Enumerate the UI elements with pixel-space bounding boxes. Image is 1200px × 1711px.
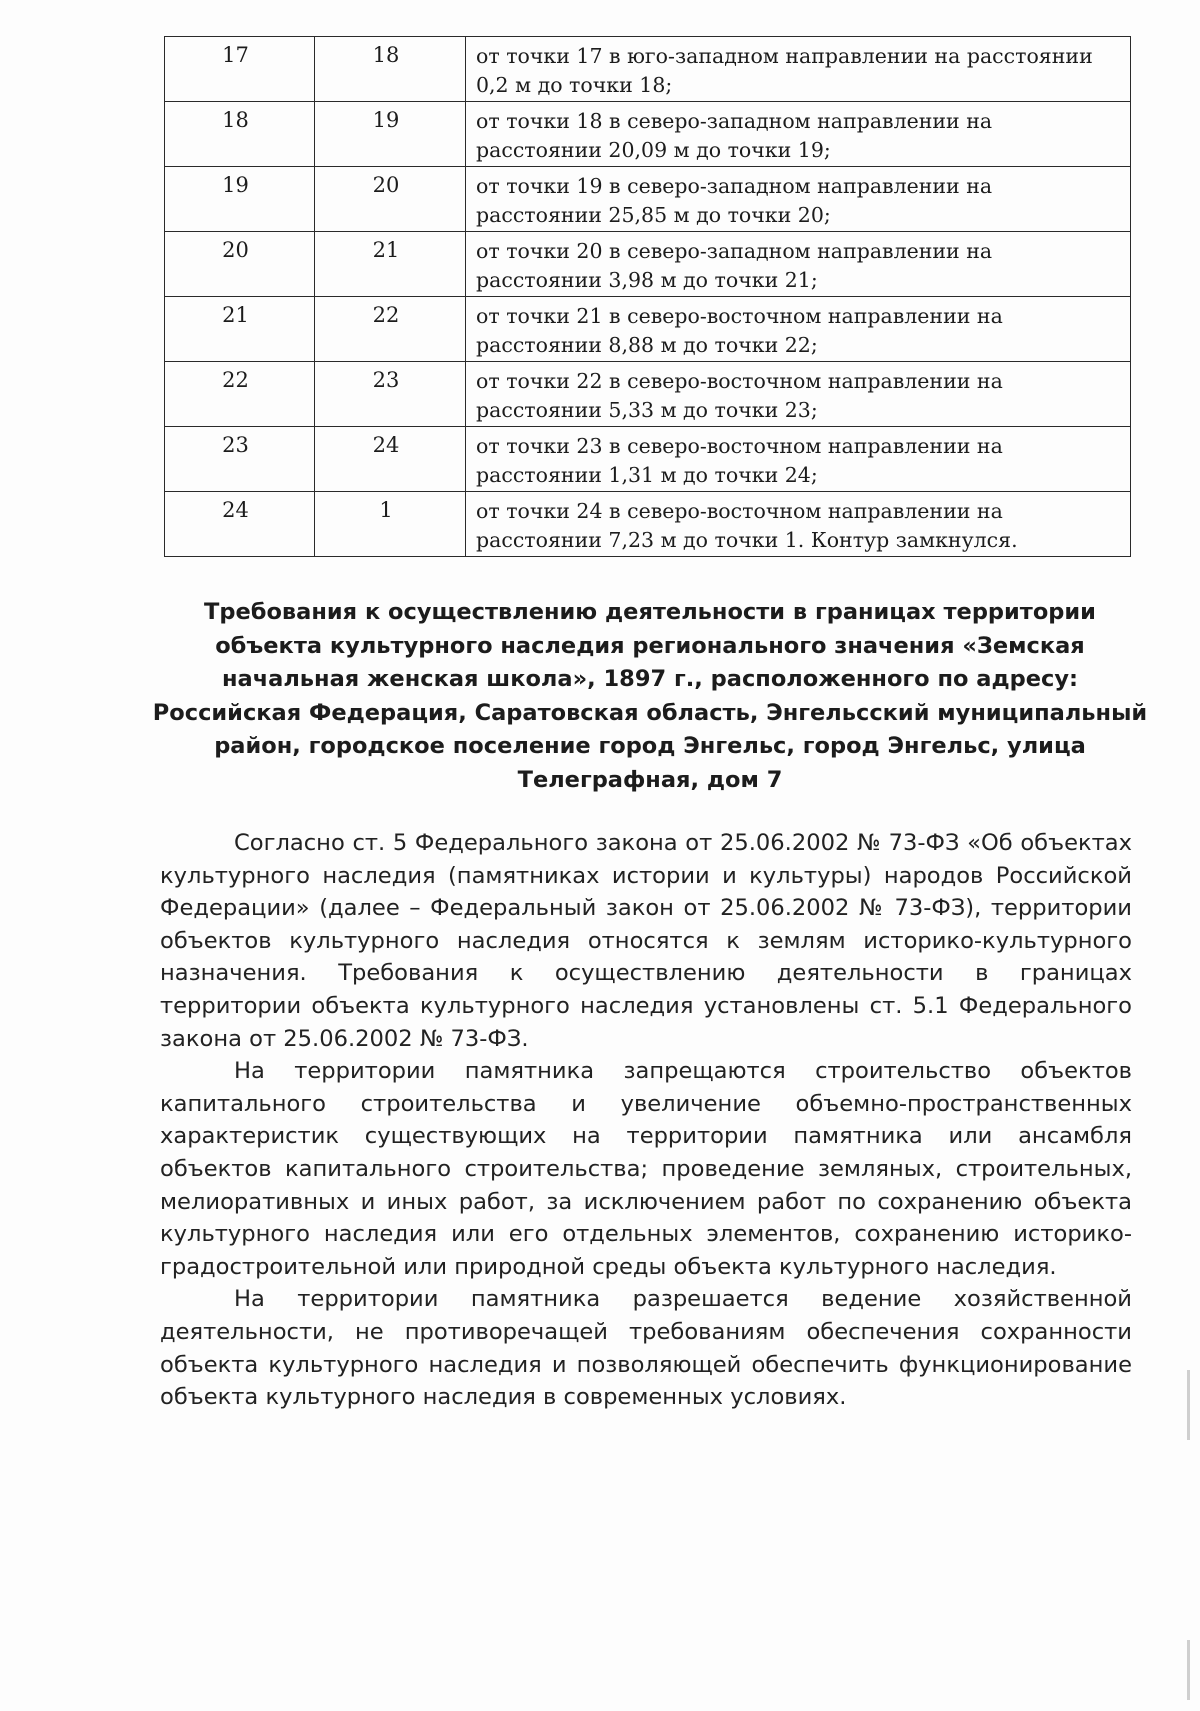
segment-description-cell: от точки 22 в северо-восточном направлении на расстоянии 5,33 м до точки 23; bbox=[466, 362, 1131, 427]
point-to-cell: 18 bbox=[315, 37, 466, 102]
boundary-points-table bbox=[164, 36, 1131, 557]
segment-description-cell: от точки 23 в северо-восточном направлении на расстоянии 1,31 м до точки 24; bbox=[466, 427, 1131, 492]
point-to-cell: 24 bbox=[315, 427, 466, 492]
point-to-cell: 20 bbox=[315, 167, 466, 232]
scan-edge-mark bbox=[1187, 1640, 1190, 1700]
point-to-cell: 1 bbox=[315, 492, 466, 557]
point-from-cell: 21 bbox=[165, 297, 315, 362]
point-from-cell: 22 bbox=[165, 362, 315, 427]
paragraph: Согласно ст. 5 Федерального закона от 25.06.2002 № 73-ФЗ «Об объектах культурного наследия (памятниках истории и культуры) народов Российской Федерации» (далее – Федеральный закон от 25.06.2002 № 73-ФЗ), территории объектов культурного наследия относятся к землям историко-культурного назначения. Требования к осуществлению деятельности в границах территории объекта культурного наследия установлены ст. 5.1 Федерального закона от 25.06.2002 № 73-ФЗ. bbox=[160, 830, 1132, 1052]
table-row bbox=[165, 427, 1131, 492]
point-from-cell: 18 bbox=[165, 102, 315, 167]
table-row bbox=[165, 232, 1131, 297]
segment-description-cell: от точки 17 в юго-западном направлении на расстоянии 0,2 м до точки 18; bbox=[466, 37, 1131, 102]
paragraph: На территории памятника запрещаются строительство объектов капитального строительства и увеличение объемно-пространственных характеристик существующих на территории памятника или ансамбля объектов капитального строительства; проведение земляных, строительных, мелиоративных и иных работ, за исключением работ по сохранению объекта культурного наследия или его отдельных элементов, сохранению историко-градостроительной или природной среды объекта культурного наследия. bbox=[160, 1058, 1132, 1280]
segment-description-cell: от точки 20 в северо-западном направлении на расстоянии 3,98 м до точки 21; bbox=[466, 232, 1131, 297]
segment-description-cell: от точки 18 в северо-западном направлении на расстоянии 20,09 м до точки 19; bbox=[466, 102, 1131, 167]
table-row bbox=[165, 362, 1131, 427]
paragraph: На территории памятника разрешается ведение хозяйственной деятельности, не противоречащей требованиям обеспечения сохранности объекта культурного наследия и позволяющей обеспечить функционирование объекта культурного наследия в современных условиях. bbox=[160, 1286, 1132, 1411]
table-row bbox=[165, 37, 1131, 102]
point-to-cell: 23 bbox=[315, 362, 466, 427]
section-body bbox=[160, 827, 1132, 1414]
segment-description-cell: от точки 24 в северо-восточном направлении на расстоянии 7,23 м до точки 1. Контур замкнулся. bbox=[466, 492, 1131, 557]
point-to-cell: 21 bbox=[315, 232, 466, 297]
point-from-cell: 24 bbox=[165, 492, 315, 557]
point-from-cell: 19 bbox=[165, 167, 315, 232]
table-row bbox=[165, 492, 1131, 557]
point-to-cell: 19 bbox=[315, 102, 466, 167]
point-from-cell: 20 bbox=[165, 232, 315, 297]
table-row bbox=[165, 167, 1131, 232]
point-from-cell: 17 bbox=[165, 37, 315, 102]
table-row bbox=[165, 297, 1131, 362]
scan-edge-mark bbox=[1187, 1370, 1190, 1440]
point-to-cell: 22 bbox=[315, 297, 466, 362]
segment-description-cell: от точки 21 в северо-восточном направлении на расстоянии 8,88 м до точки 22; bbox=[466, 297, 1131, 362]
point-from-cell: 23 bbox=[165, 427, 315, 492]
segment-description-cell: от точки 19 в северо-западном направлении на расстоянии 25,85 м до точки 20; bbox=[466, 167, 1131, 232]
table-row bbox=[165, 102, 1131, 167]
section-heading: Требования к осуществлению деятельности в границах территории объекта культурного наследия регионального значения «Земская начальная женская школа», 1897 г., расположенного по адресу: Российская Федерация, Саратовская область, Энгельсский муниципальный район, городское поселение город Энгельс, город Энгельс, улица Телеграфная, дом 7 bbox=[152, 599, 1148, 793]
